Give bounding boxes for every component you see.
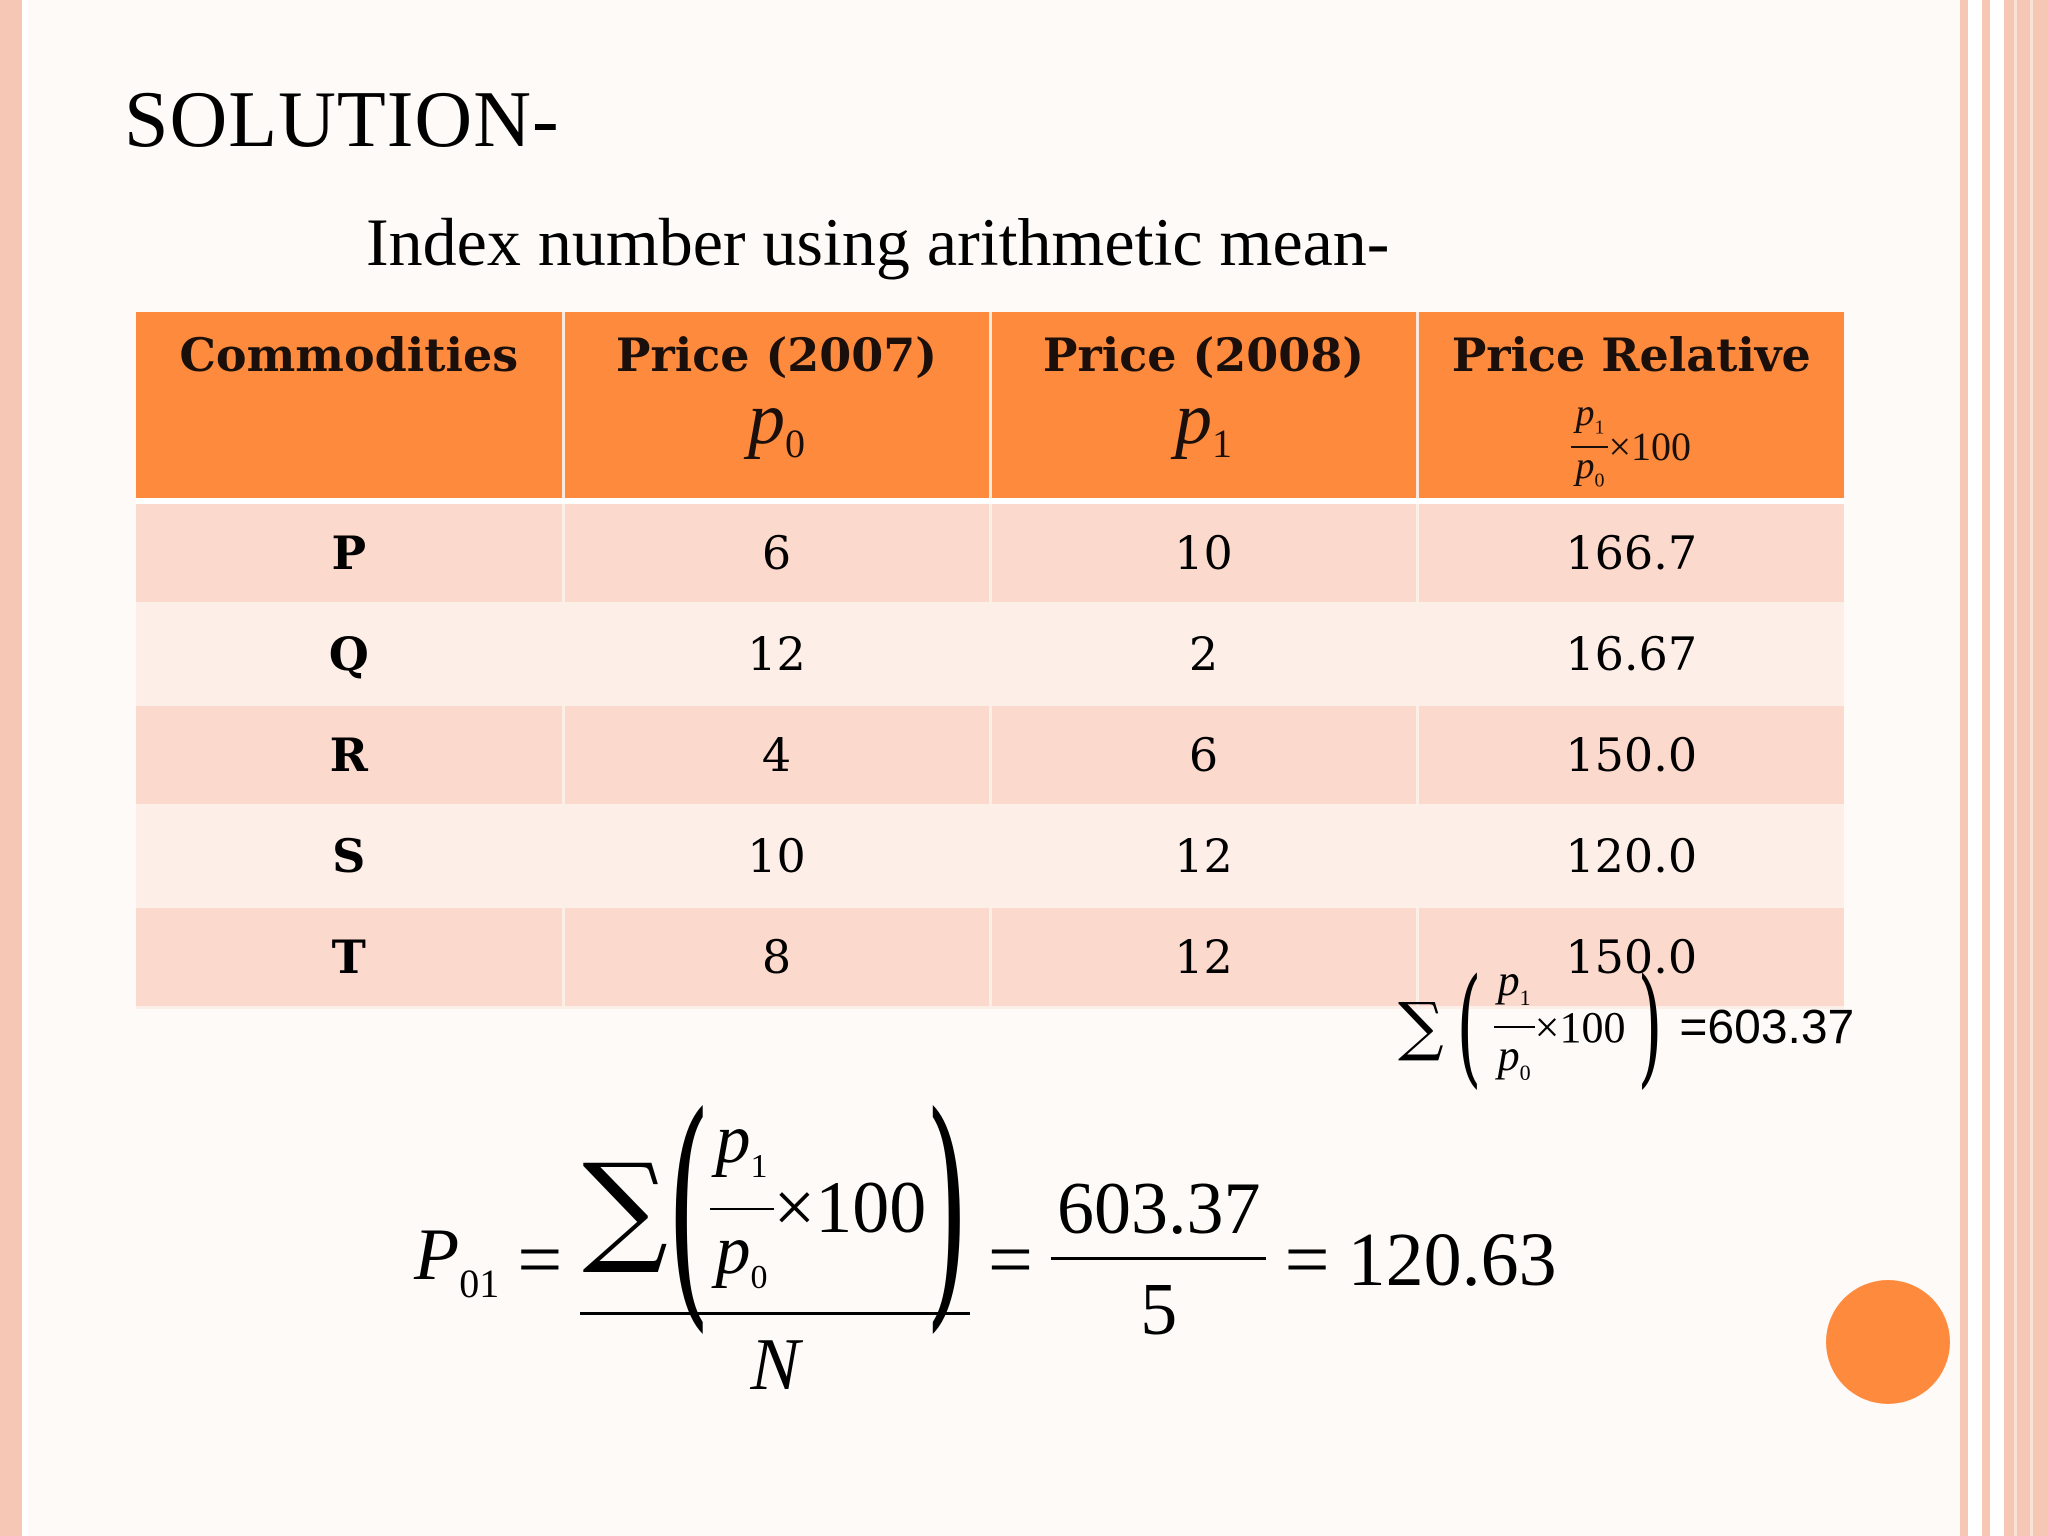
sigma-symbol: ∑: [582, 1138, 668, 1278]
header-price-2008: [990, 312, 1417, 501]
slide-right-border-2: [1982, 0, 1990, 1536]
right-paren: ): [1637, 952, 1663, 1101]
cell-price-2007: 10: [563, 806, 990, 907]
relative-fraction: $\frac{p_1}{p_0}$: [1494, 953, 1535, 1101]
slide-left-border: [0, 0, 22, 1536]
equals-sign: =: [987, 1215, 1033, 1304]
cell-price-2008: 12: [990, 907, 1417, 1008]
header-label: Commodities: [179, 328, 519, 382]
equals-sign: =: [517, 1215, 563, 1304]
header-symbol-p0: $p_0$: [748, 378, 805, 466]
formula-lhs: $P_{01}$: [414, 1214, 500, 1306]
table-row: [136, 705, 1844, 806]
header-commodities: [136, 312, 563, 501]
right-paren: ): [925, 1062, 970, 1354]
cell-price-2007: 12: [563, 604, 990, 705]
cell-commodity: Q: [136, 604, 563, 705]
table-header-row: [136, 312, 1844, 501]
times-100: ×100: [773, 1167, 927, 1249]
cell-commodity: S: [136, 806, 563, 907]
cell-price-relative: 16.67: [1417, 604, 1844, 705]
cell-price-2007: 6: [563, 501, 990, 604]
left-paren: (: [1456, 952, 1482, 1101]
formula-result: 120.63: [1347, 1217, 1557, 1302]
slide-title: SOLUTION-: [124, 76, 560, 164]
mean-denominator: N: [750, 1323, 800, 1406]
cell-price-2008: 10: [990, 501, 1417, 604]
header-label: Price Relative: [1451, 328, 1811, 382]
slide-right-border-3: [2004, 0, 2048, 1536]
formula-fraction: $\frac{p_1}{p_0}$: [1571, 395, 1608, 498]
header-price-relative: [1417, 312, 1844, 501]
numeric-fraction: [1051, 1161, 1267, 1360]
price-relative-formula: [1571, 392, 1692, 498]
cell-price-relative: 120.0: [1417, 806, 1844, 907]
cell-commodity: T: [136, 907, 563, 1008]
cell-price-2007: 4: [563, 705, 990, 806]
price-relative-table: [136, 312, 1844, 1009]
header-label: Price (2008): [1042, 328, 1365, 382]
border-stripe: [2030, 0, 2033, 1536]
decorative-circle: [1826, 1280, 1950, 1404]
index-number-formula: [414, 1062, 1557, 1420]
cell-commodity: R: [136, 705, 563, 806]
numeric-numerator: 603.37: [1051, 1161, 1267, 1260]
mean-fraction: [580, 1062, 970, 1415]
cell-price-relative: 150.0: [1417, 907, 1844, 1008]
sigma-symbol: ∑: [1398, 990, 1444, 1064]
border-stripe: [2014, 0, 2017, 1536]
sum-of-relatives-note: [1398, 952, 1854, 1102]
equals-sign: =: [1284, 1215, 1330, 1304]
cell-price-relative: 150.0: [1417, 705, 1844, 806]
cell-price-2008: 2: [990, 604, 1417, 705]
cell-price-2008: 6: [990, 705, 1417, 806]
relative-fraction: $\frac{p_1}{p_0}$: [710, 1099, 774, 1319]
table-row: [136, 501, 1844, 604]
cell-price-2008: 12: [990, 806, 1417, 907]
times-100: ×100: [1534, 1002, 1626, 1052]
table-row: [136, 604, 1844, 705]
cell-price-relative: 166.7: [1417, 501, 1844, 604]
left-paren: (: [666, 1062, 711, 1354]
numeric-denominator: 5: [1140, 1268, 1178, 1351]
formula-multiplier: ×100: [1608, 424, 1692, 470]
slide-right-gap-1: [1968, 0, 1982, 1536]
slide-right-gap-2: [1990, 0, 2004, 1536]
mean-numerator: [580, 1062, 970, 1354]
header-price-2007: [563, 312, 990, 501]
slide-right-border-1: [1960, 0, 1968, 1536]
header-symbol-p1: $p_1$: [1175, 378, 1232, 466]
header-label: Price (2007): [615, 328, 938, 382]
slide-subtitle: Index number using arithmetic mean-: [366, 204, 1390, 280]
table-row: [136, 806, 1844, 907]
sum-value: =603.37: [1679, 1000, 1855, 1054]
cell-price-2007: 8: [563, 907, 990, 1008]
cell-commodity: P: [136, 501, 563, 604]
